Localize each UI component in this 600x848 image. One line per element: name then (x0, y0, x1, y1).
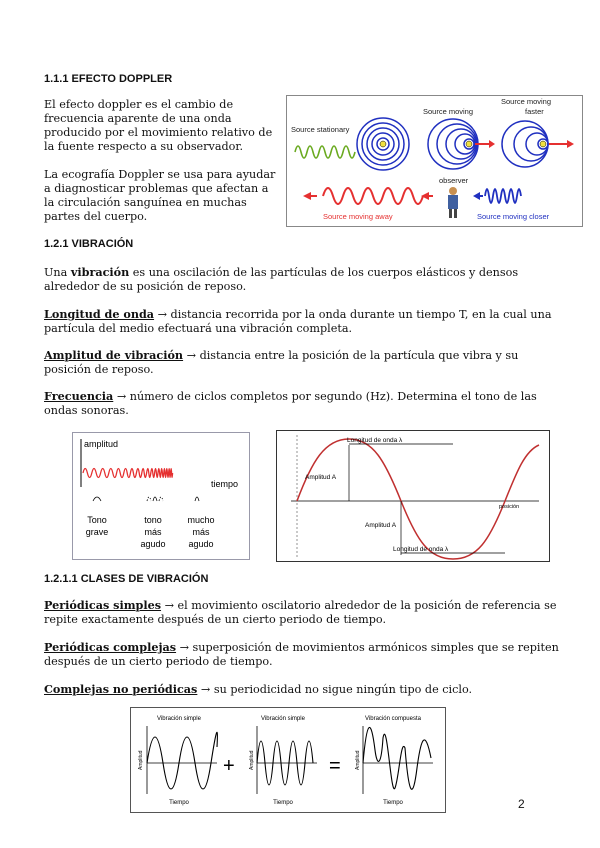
suma-vibraciones-figure (130, 707, 446, 813)
suma-equals-sign: = (329, 755, 341, 777)
tono-1-b: grave (85, 527, 109, 537)
def-frecuencia (44, 389, 560, 418)
suma-xlabel-1: Tiempo (169, 800, 189, 806)
text-complejas-no-periodicas: → su periodicidad no sigue ningún tipo de ciclo. (197, 683, 473, 696)
suma-xlabel-3: Tiempo (383, 800, 403, 806)
tono-3-b: más (192, 527, 210, 537)
term-periodicas-simples: Periódicas simples (44, 598, 162, 612)
suma-ylabel-3: Amplitud (355, 750, 361, 770)
onda-axis-label: posición (499, 504, 520, 510)
tono-3-a: mucho (187, 515, 215, 525)
heading-doppler: 1.1.1 EFECTO DOPPLER (44, 73, 173, 85)
suma-xlabel-2: Tiempo (273, 800, 293, 806)
suma-title-3: Vibración compuesta (365, 716, 421, 722)
def-amplitud (44, 348, 560, 377)
vibracion-intro (44, 265, 560, 294)
suma-ylabel-2: Amplitud (249, 750, 255, 770)
tono-sweep-wave (83, 469, 173, 478)
heading-vibracion: 1.2.1 VIBRACIÓN (44, 238, 134, 250)
tono-figure (72, 432, 250, 560)
label-source-away: Source moving away (323, 212, 393, 221)
tono-2-a: tono (144, 515, 162, 525)
tono-1-a: Tono (87, 515, 107, 525)
term-longitud-onda: Longitud de onda (44, 307, 155, 321)
blue-wave-closer (485, 189, 521, 203)
text-periodicas-simples: → el movimiento oscilatorio alrededor de la posición de referencia se repite exactamente después de un cierto periodo de tiempo. (44, 599, 557, 626)
suma-wave-simple-1 (147, 732, 217, 789)
suma-plus-sign: + (223, 755, 235, 777)
suma-title-1: Vibración simple (157, 716, 201, 722)
label-source-faster-1: Source moving (501, 97, 552, 106)
onda-sine (297, 439, 539, 559)
tono-2-b: más (144, 527, 162, 537)
term-periodicas-complejas: Periódicas complejas (44, 640, 177, 654)
doppler-paragraph-1: El efecto doppler es el cambio de frecuencia aparente de una onda producido por el movimiento relativo de la fuente respecto a su observador. (44, 98, 273, 153)
suma-wave-compuesta (363, 727, 431, 789)
intro-post: es una oscilación de las partículas de los cuerpos elásticos y densos alrededor de su posición de reposo. (44, 266, 519, 293)
clase-periodicas-simples (44, 598, 560, 627)
doppler-paragraph-2: La ecografía Doppler se usa para ayudar a diagnosticar problemas que afectan a la circulación sanguínea en muchas partes del cuerpo. (44, 168, 276, 223)
tono-2-c: agudo (140, 539, 166, 549)
label-source-stationary: Source stationary (291, 125, 350, 134)
heading-clases: 1.2.1.1 CLASES DE VIBRACIÓN (44, 573, 209, 585)
label-source-closer: Source moving closer (477, 212, 550, 221)
red-wave-away (323, 188, 423, 204)
onda-wavelength-bottom: Longitud de onda λ (393, 546, 449, 553)
text-periodicas-complejas: → superposición de movimientos armónicos simples que se repiten después de un cierto periodo de tiempo. (44, 641, 559, 668)
onda-figure (276, 430, 550, 562)
onda-amplitude-top: Amplitud A (305, 474, 337, 481)
tono-3-c: agudo (188, 539, 214, 549)
def-longitud-onda (44, 307, 560, 336)
intro-term: vibración (70, 265, 130, 279)
label-observer: observer (439, 176, 469, 185)
tono-xlabel: tiempo (211, 479, 239, 489)
doppler-figure (286, 95, 583, 227)
onda-wavelength-top: Longitud de onda λ (347, 437, 403, 444)
text-amplitud: → distancia entre la posición de la partícula que vibra y su posición de reposo. (44, 349, 519, 376)
term-amplitud: Amplitud de vibración (44, 348, 184, 362)
label-source-moving: Source moving (423, 107, 474, 116)
suma-ylabel-1: Amplitud (138, 750, 144, 770)
onda-amplitude-bottom: Amplitud A (365, 522, 397, 529)
clase-complejas-no-periodicas (44, 682, 560, 697)
label-source-faster-2: faster (525, 107, 544, 116)
intro-pre: Una (44, 266, 71, 279)
tono-ylabel: amplitud (84, 439, 119, 449)
green-wave (295, 146, 355, 158)
text-frecuencia: → número de ciclos completos por segundo (Hz). Determina el tono de las ondas sonoras. (44, 390, 537, 417)
suma-title-2: Vibración simple (261, 716, 305, 722)
term-frecuencia: Frecuencia (44, 389, 114, 403)
clase-periodicas-complejas (44, 640, 560, 669)
text-longitud-onda: → distancia recorrida por la onda durante un tiempo T, en la cual una partícula del medio efectuará una vibración completa. (44, 308, 552, 335)
observer-person-icon (448, 187, 458, 218)
term-complejas-no-periodicas: Complejas no periódicas (44, 682, 198, 696)
page-number: 2 (518, 797, 525, 811)
